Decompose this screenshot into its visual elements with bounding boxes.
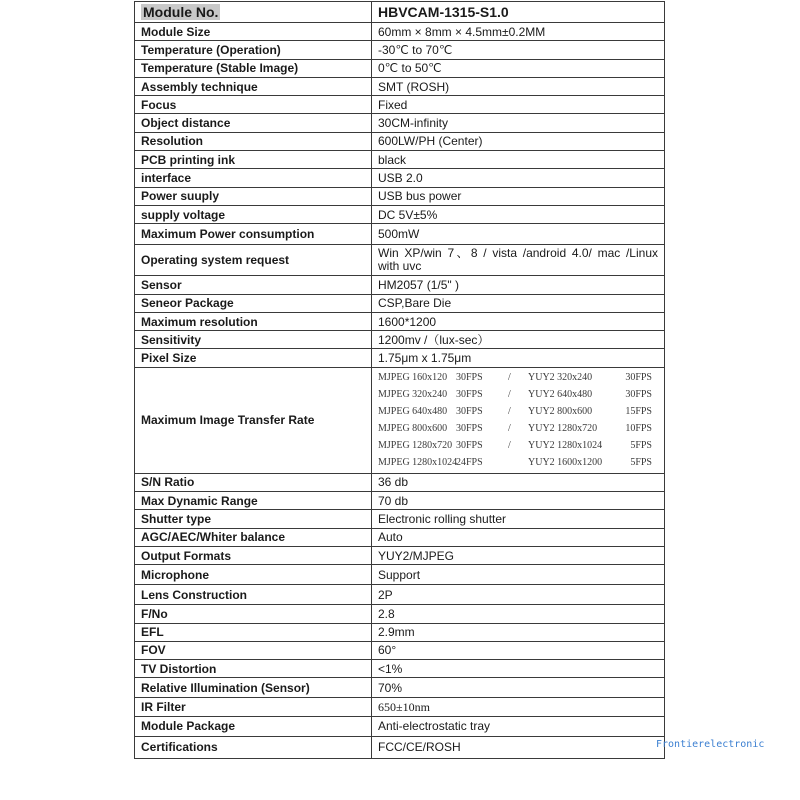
table-row <box>135 546 665 564</box>
spec-value: black <box>372 151 665 169</box>
spec-key: FOV <box>135 641 372 659</box>
table-row <box>135 331 665 349</box>
table-row-os <box>135 245 665 276</box>
table-row <box>135 169 665 187</box>
spec-key: Max Dynamic Range <box>135 492 372 510</box>
spec-value: 60° <box>372 641 665 659</box>
table-row <box>135 224 665 245</box>
spec-key: Temperature (Stable Image) <box>135 59 372 77</box>
spec-value: 600LW/PH (Center) <box>372 132 665 150</box>
spec-key: Focus <box>135 96 372 114</box>
spec-key: Maximum resolution <box>135 312 372 330</box>
spec-key: Microphone <box>135 565 372 585</box>
spec-value: Electronic rolling shutter <box>372 510 665 528</box>
watermark-text: Frontierelectronic <box>656 739 765 750</box>
table-row <box>135 678 665 698</box>
rate-line: MJPEG 320x240 30FPS / YUY2 640x480 30FPS <box>378 389 652 401</box>
table-row <box>135 716 665 736</box>
spec-key: EFL <box>135 623 372 641</box>
spec-key: Maximum Image Transfer Rate <box>135 367 372 473</box>
spec-key: TV Distortion <box>135 660 372 678</box>
spec-value: 650±10nm <box>372 698 665 716</box>
spec-value: Anti-electrostatic tray <box>372 716 665 736</box>
module-no-value: HBVCAM-1315-S1.0 <box>372 2 665 23</box>
table-row <box>135 59 665 77</box>
spec-key: AGC/AEC/Whiter balance <box>135 528 372 546</box>
table-row <box>135 151 665 169</box>
spec-key: Lens Construction <box>135 585 372 605</box>
spec-value: 60mm × 8mm × 4.5mm±0.2MM <box>372 23 665 41</box>
table-row <box>135 77 665 95</box>
table-row <box>135 187 665 205</box>
spec-key: Seneor Package <box>135 294 372 312</box>
table-row <box>135 605 665 623</box>
spec-key: Operating system request <box>135 245 372 276</box>
table-row <box>135 294 665 312</box>
spec-value: 70 db <box>372 492 665 510</box>
spec-value: FCC/CE/ROSH <box>372 736 665 758</box>
rate-line: MJPEG 800x600 30FPS / YUY2 1280x720 10FPS <box>378 423 652 435</box>
table-row <box>135 312 665 330</box>
spec-key: Object distance <box>135 114 372 132</box>
spec-key: Sensitivity <box>135 331 372 349</box>
spec-value: 2P <box>372 585 665 605</box>
spec-value: Fixed <box>372 96 665 114</box>
spec-key: interface <box>135 169 372 187</box>
spec-key: Shutter type <box>135 510 372 528</box>
table-row <box>135 585 665 605</box>
spec-value: 500mW <box>372 224 665 245</box>
rate-line: MJPEG 1280x1024 24FPS YUY2 1600x1200 5FPS <box>378 457 652 469</box>
spec-value: 1600*1200 <box>372 312 665 330</box>
spec-key: Module Package <box>135 716 372 736</box>
table-row <box>135 132 665 150</box>
spec-key: Relative Illumination (Sensor) <box>135 678 372 698</box>
spec-key: Resolution <box>135 132 372 150</box>
table-row <box>135 276 665 294</box>
spec-value: <1% <box>372 660 665 678</box>
table-row-module-no <box>135 2 665 23</box>
spec-value: SMT (ROSH) <box>372 77 665 95</box>
spec-key: Power suuply <box>135 187 372 205</box>
spec-key: PCB printing ink <box>135 151 372 169</box>
spec-value: 0℃ to 50℃ <box>372 59 665 77</box>
spec-value: DC 5V±5% <box>372 205 665 223</box>
spec-key: Output Formats <box>135 546 372 564</box>
table-row <box>135 510 665 528</box>
spec-key: Sensor <box>135 276 372 294</box>
spec-value: HM2057 (1/5" ) <box>372 276 665 294</box>
table-row <box>135 565 665 585</box>
table-row <box>135 641 665 659</box>
spec-key: Certifications <box>135 736 372 758</box>
table-row <box>135 492 665 510</box>
spec-value: YUY2/MJPEG <box>372 546 665 564</box>
spec-value: 36 db <box>372 473 665 491</box>
transfer-rate-list <box>372 367 665 473</box>
spec-value: 2.8 <box>372 605 665 623</box>
table-row <box>135 349 665 367</box>
spec-value: 1.75μm x 1.75μm <box>372 349 665 367</box>
spec-value: 30CM-infinity <box>372 114 665 132</box>
spec-key: Temperature (Operation) <box>135 41 372 59</box>
rate-line: MJPEG 1280x720 30FPS / YUY2 1280x1024 5FPS <box>378 440 652 452</box>
spec-key: IR Filter <box>135 698 372 716</box>
table-row <box>135 473 665 491</box>
spec-value: 1200mv /（lux-sec） <box>372 331 665 349</box>
spec-key: Module Size <box>135 23 372 41</box>
spec-value: USB 2.0 <box>372 169 665 187</box>
spec-key: F/No <box>135 605 372 623</box>
spec-key <box>135 2 372 23</box>
spec-value: CSP,Bare Die <box>372 294 665 312</box>
table-row <box>135 698 665 716</box>
spec-value: Win XP/win 7、8 / vista /android 4.0/ mac /Linux with uvc <box>372 245 665 276</box>
spec-value: USB bus power <box>372 187 665 205</box>
table-row <box>135 23 665 41</box>
rate-line: MJPEG 640x480 30FPS / YUY2 800x600 15FPS <box>378 406 652 418</box>
spec-key: Pixel Size <box>135 349 372 367</box>
table-row-transfer-rate <box>135 367 665 473</box>
spec-table <box>134 1 665 759</box>
spec-value: Support <box>372 565 665 585</box>
table-row <box>135 623 665 641</box>
spec-value: 2.9mm <box>372 623 665 641</box>
table-row <box>135 96 665 114</box>
table-row <box>135 528 665 546</box>
table-row <box>135 41 665 59</box>
table-row <box>135 660 665 678</box>
spec-value: Auto <box>372 528 665 546</box>
spec-key: Assembly technique <box>135 77 372 95</box>
spec-value: 70% <box>372 678 665 698</box>
rate-line: MJPEG 160x120 30FPS / YUY2 320x240 30FPS <box>378 372 652 384</box>
spec-value: -30℃ to 70℃ <box>372 41 665 59</box>
spec-key: supply voltage <box>135 205 372 223</box>
table-row <box>135 114 665 132</box>
table-row <box>135 205 665 223</box>
module-no-label: Module No. <box>143 3 219 20</box>
table-row <box>135 736 665 758</box>
spec-key: Maximum Power consumption <box>135 224 372 245</box>
spec-key: S/N Ratio <box>135 473 372 491</box>
